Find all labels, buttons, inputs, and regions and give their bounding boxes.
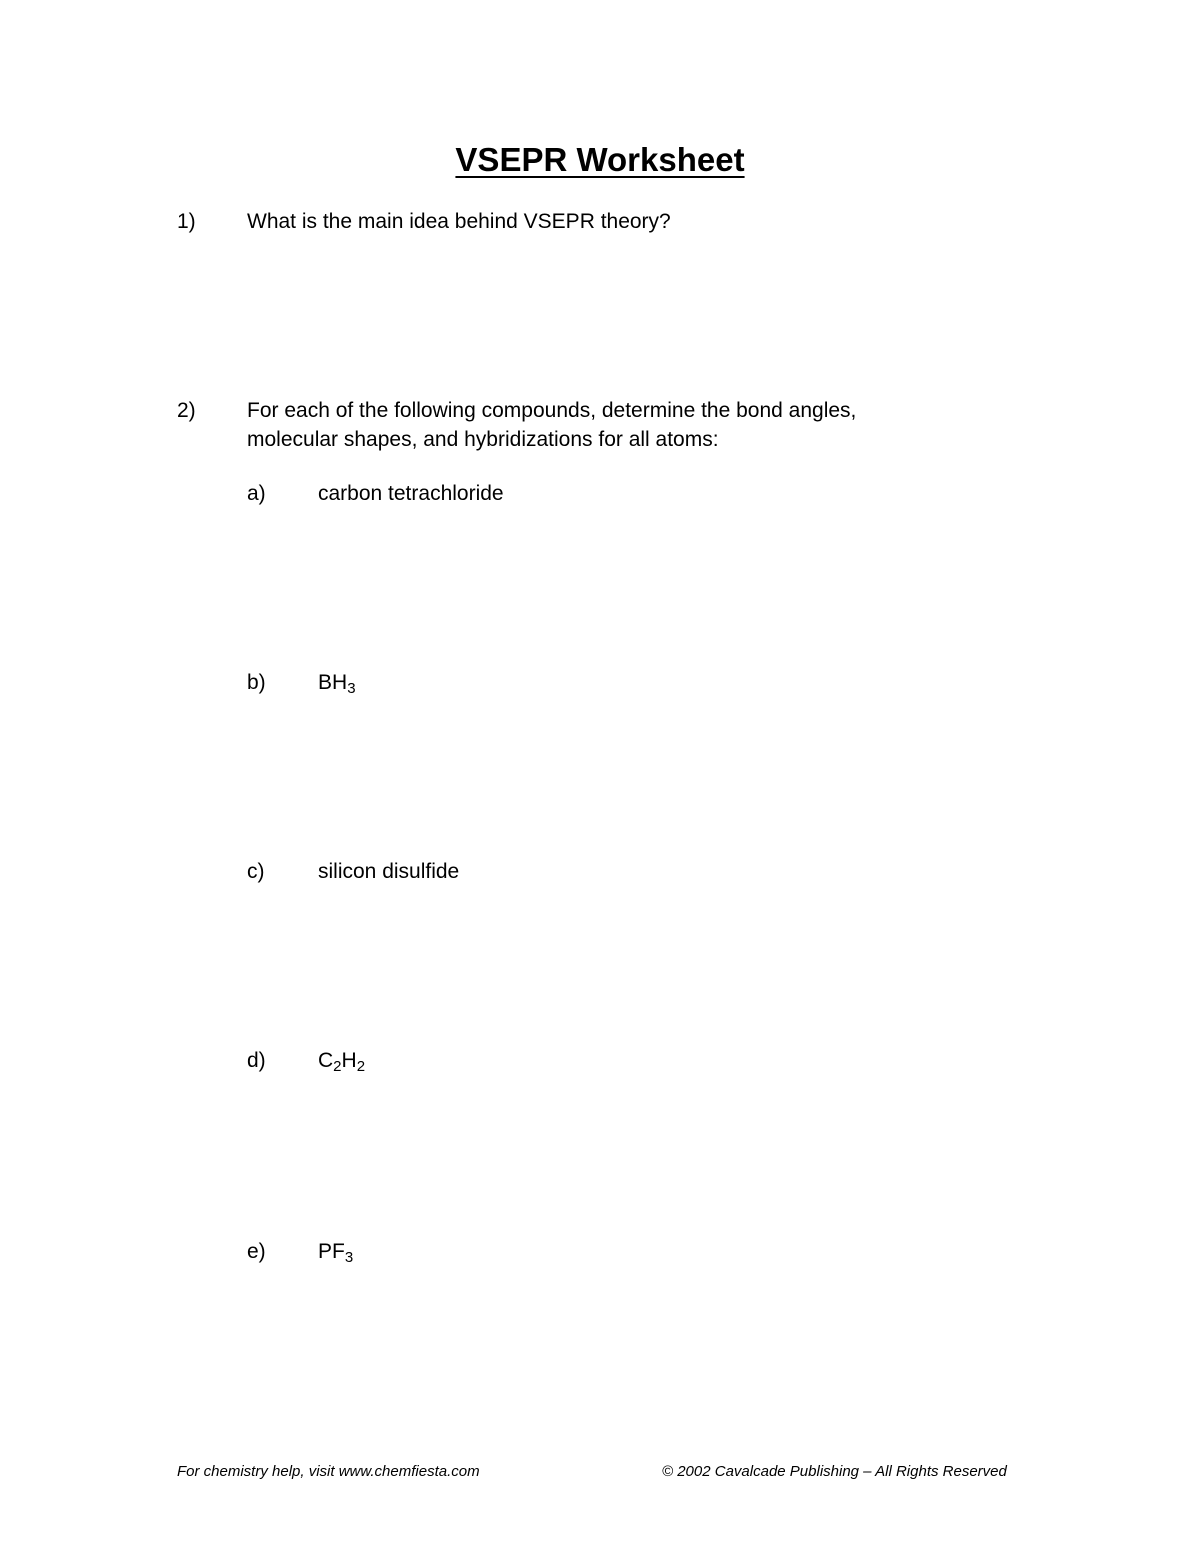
part-c-letter: c) bbox=[247, 860, 265, 883]
part-d-formula bbox=[318, 1047, 365, 1075]
part-b-formula bbox=[318, 669, 356, 697]
footer-help-text: For chemistry help, visit www.chemfiesta.com bbox=[177, 1463, 480, 1480]
formula-subscript: 3 bbox=[344, 1249, 354, 1266]
part-e-letter: e) bbox=[247, 1240, 266, 1263]
part-a-letter: a) bbox=[247, 482, 266, 505]
part-b-letter: b) bbox=[247, 671, 266, 694]
part-a-compound: carbon tetrachloride bbox=[318, 482, 504, 505]
question-2-number: 2) bbox=[177, 399, 196, 422]
footer-copyright: © 2002 Cavalcade Publishing – All Rights Reserved bbox=[662, 1463, 1007, 1480]
page-title: VSEPR Worksheet bbox=[455, 141, 745, 178]
question-1-number: 1) bbox=[177, 210, 196, 233]
formula-subscript: 2 bbox=[333, 1058, 342, 1075]
formula-element: H bbox=[341, 1049, 357, 1072]
formula-subscript: 2 bbox=[356, 1058, 366, 1075]
question-1-text: What is the main idea behind VSEPR theory? bbox=[247, 210, 671, 233]
formula-element: BH bbox=[318, 671, 348, 694]
part-e-formula bbox=[318, 1238, 353, 1266]
formula-element: PF bbox=[318, 1240, 345, 1263]
part-c-compound: silicon disulfide bbox=[318, 860, 460, 883]
formula-subscript: 3 bbox=[347, 680, 356, 697]
question-2-line-1: For each of the following compounds, determine the bond angles, bbox=[247, 399, 857, 422]
part-d-letter: d) bbox=[247, 1049, 266, 1072]
formula-element: C bbox=[318, 1049, 334, 1072]
question-2-line-2: molecular shapes, and hybridizations for all atoms: bbox=[247, 428, 719, 451]
